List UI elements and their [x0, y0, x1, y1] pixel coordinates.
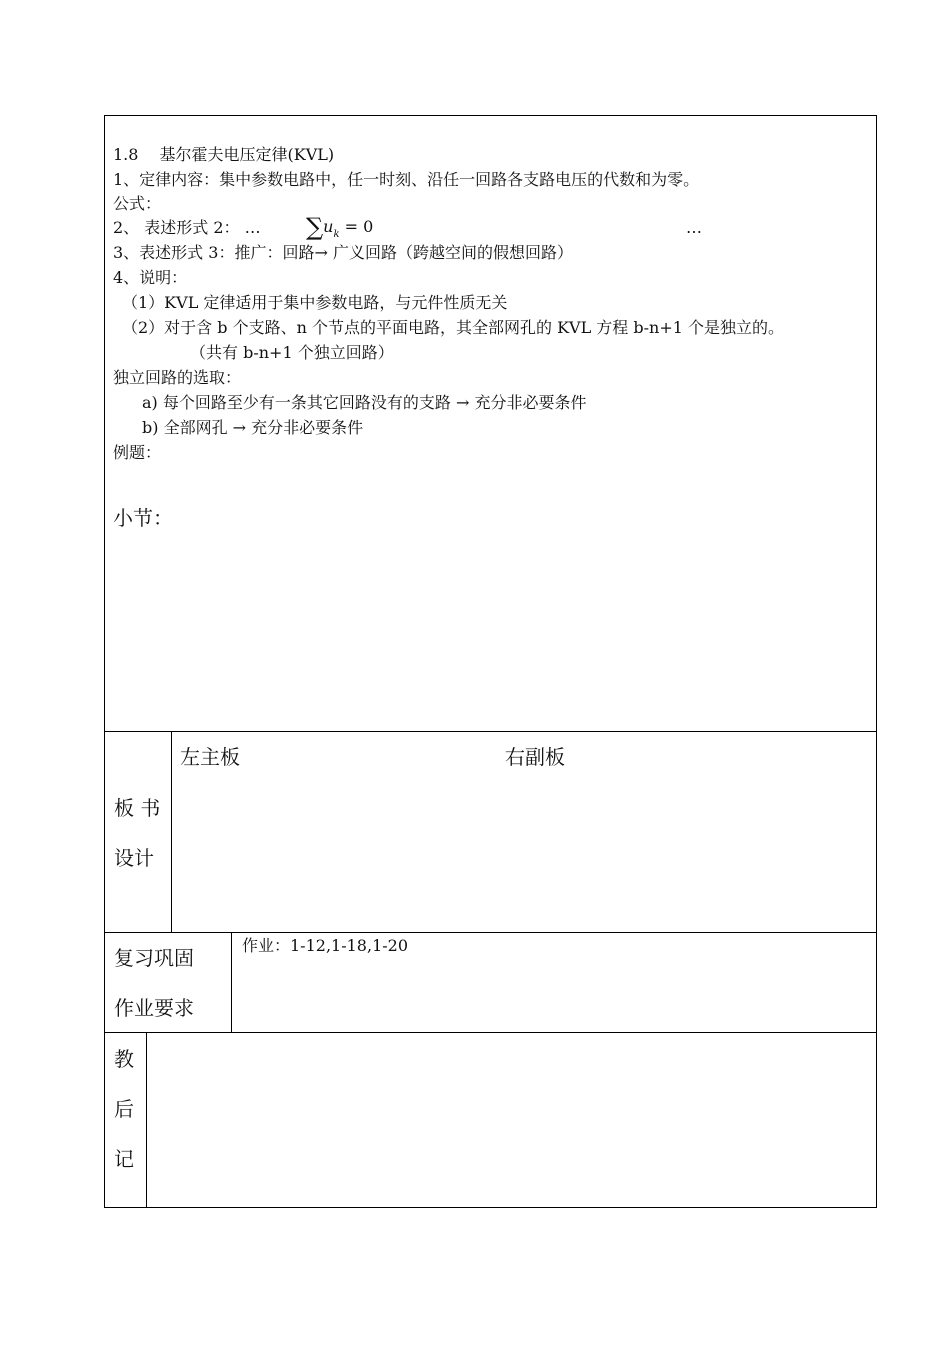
table-border-right: [876, 115, 877, 1208]
reflection-char-1: 教: [114, 1047, 134, 1071]
row-divider-reflection: [104, 1032, 877, 1033]
expression-form-3: 3、表述形式 3：推广：回路→ 广义回路（跨越空间的假想回路）: [113, 243, 573, 262]
example-label: 例题：: [113, 443, 162, 462]
col-divider-review: [231, 932, 232, 1032]
homework-text: 作业：1-12,1-18,1-20: [242, 936, 409, 955]
formula-equals-zero: = 0: [339, 217, 374, 236]
note-2-continued: （共有 b-n+1 个独立回路）: [190, 343, 394, 362]
independent-loop-b: b) 全部网孔 → 充分非必要条件: [142, 418, 364, 437]
independent-loop-a: a) 每个回路至少有一条其它回路没有的支路 → 充分非必要条件: [142, 393, 587, 412]
row-divider-review: [104, 932, 877, 933]
col-divider-board: [171, 731, 172, 932]
expression-form-2-prefix: 2、 表述形式 2： …: [113, 218, 261, 237]
table-border-top: [104, 115, 877, 116]
board-design-label-line1: 板 书: [114, 796, 161, 820]
board-right-secondary: 右副板: [505, 745, 565, 769]
board-left-main: 左主板: [180, 745, 240, 769]
note-2: （2）对于含 b 个支路、n 个节点的平面电路，其全部网孔的 KVL 方程 b-n+1 个是独立的。: [122, 318, 785, 337]
note-1: （1）KVL 定律适用于集中参数电路，与元件性质无关: [122, 293, 508, 312]
kvl-formula: [306, 214, 373, 240]
formula-variable: u: [323, 217, 334, 236]
independent-loop-title: 独立回路的选取：: [113, 368, 242, 387]
col-divider-reflection: [146, 1032, 147, 1207]
formula-subscript: k: [333, 229, 340, 240]
table-border-bottom: [104, 1207, 877, 1208]
reflection-char-2: 后: [114, 1097, 134, 1121]
law-content: 1、定律内容：集中参数电路中，任一时刻、沿任一回路各支路电压的代数和为零。: [113, 170, 700, 189]
table-border-left: [104, 115, 105, 1208]
row-divider-board: [104, 731, 877, 732]
board-design-label-line2: 设计: [114, 846, 154, 870]
formula-label: 公式：: [113, 194, 162, 213]
section-heading: 1.8 基尔霍夫电压定律(KVL): [113, 145, 335, 164]
review-label-line1: 复习巩固: [114, 946, 194, 970]
review-label-line2: 作业要求: [114, 996, 194, 1020]
summary-label: 小节：: [113, 506, 173, 530]
sigma-symbol: ∑: [306, 213, 324, 241]
expression-form-2-suffix: …: [686, 218, 702, 237]
explanation-title: 4、说明：: [113, 268, 188, 287]
reflection-char-3: 记: [114, 1147, 134, 1171]
